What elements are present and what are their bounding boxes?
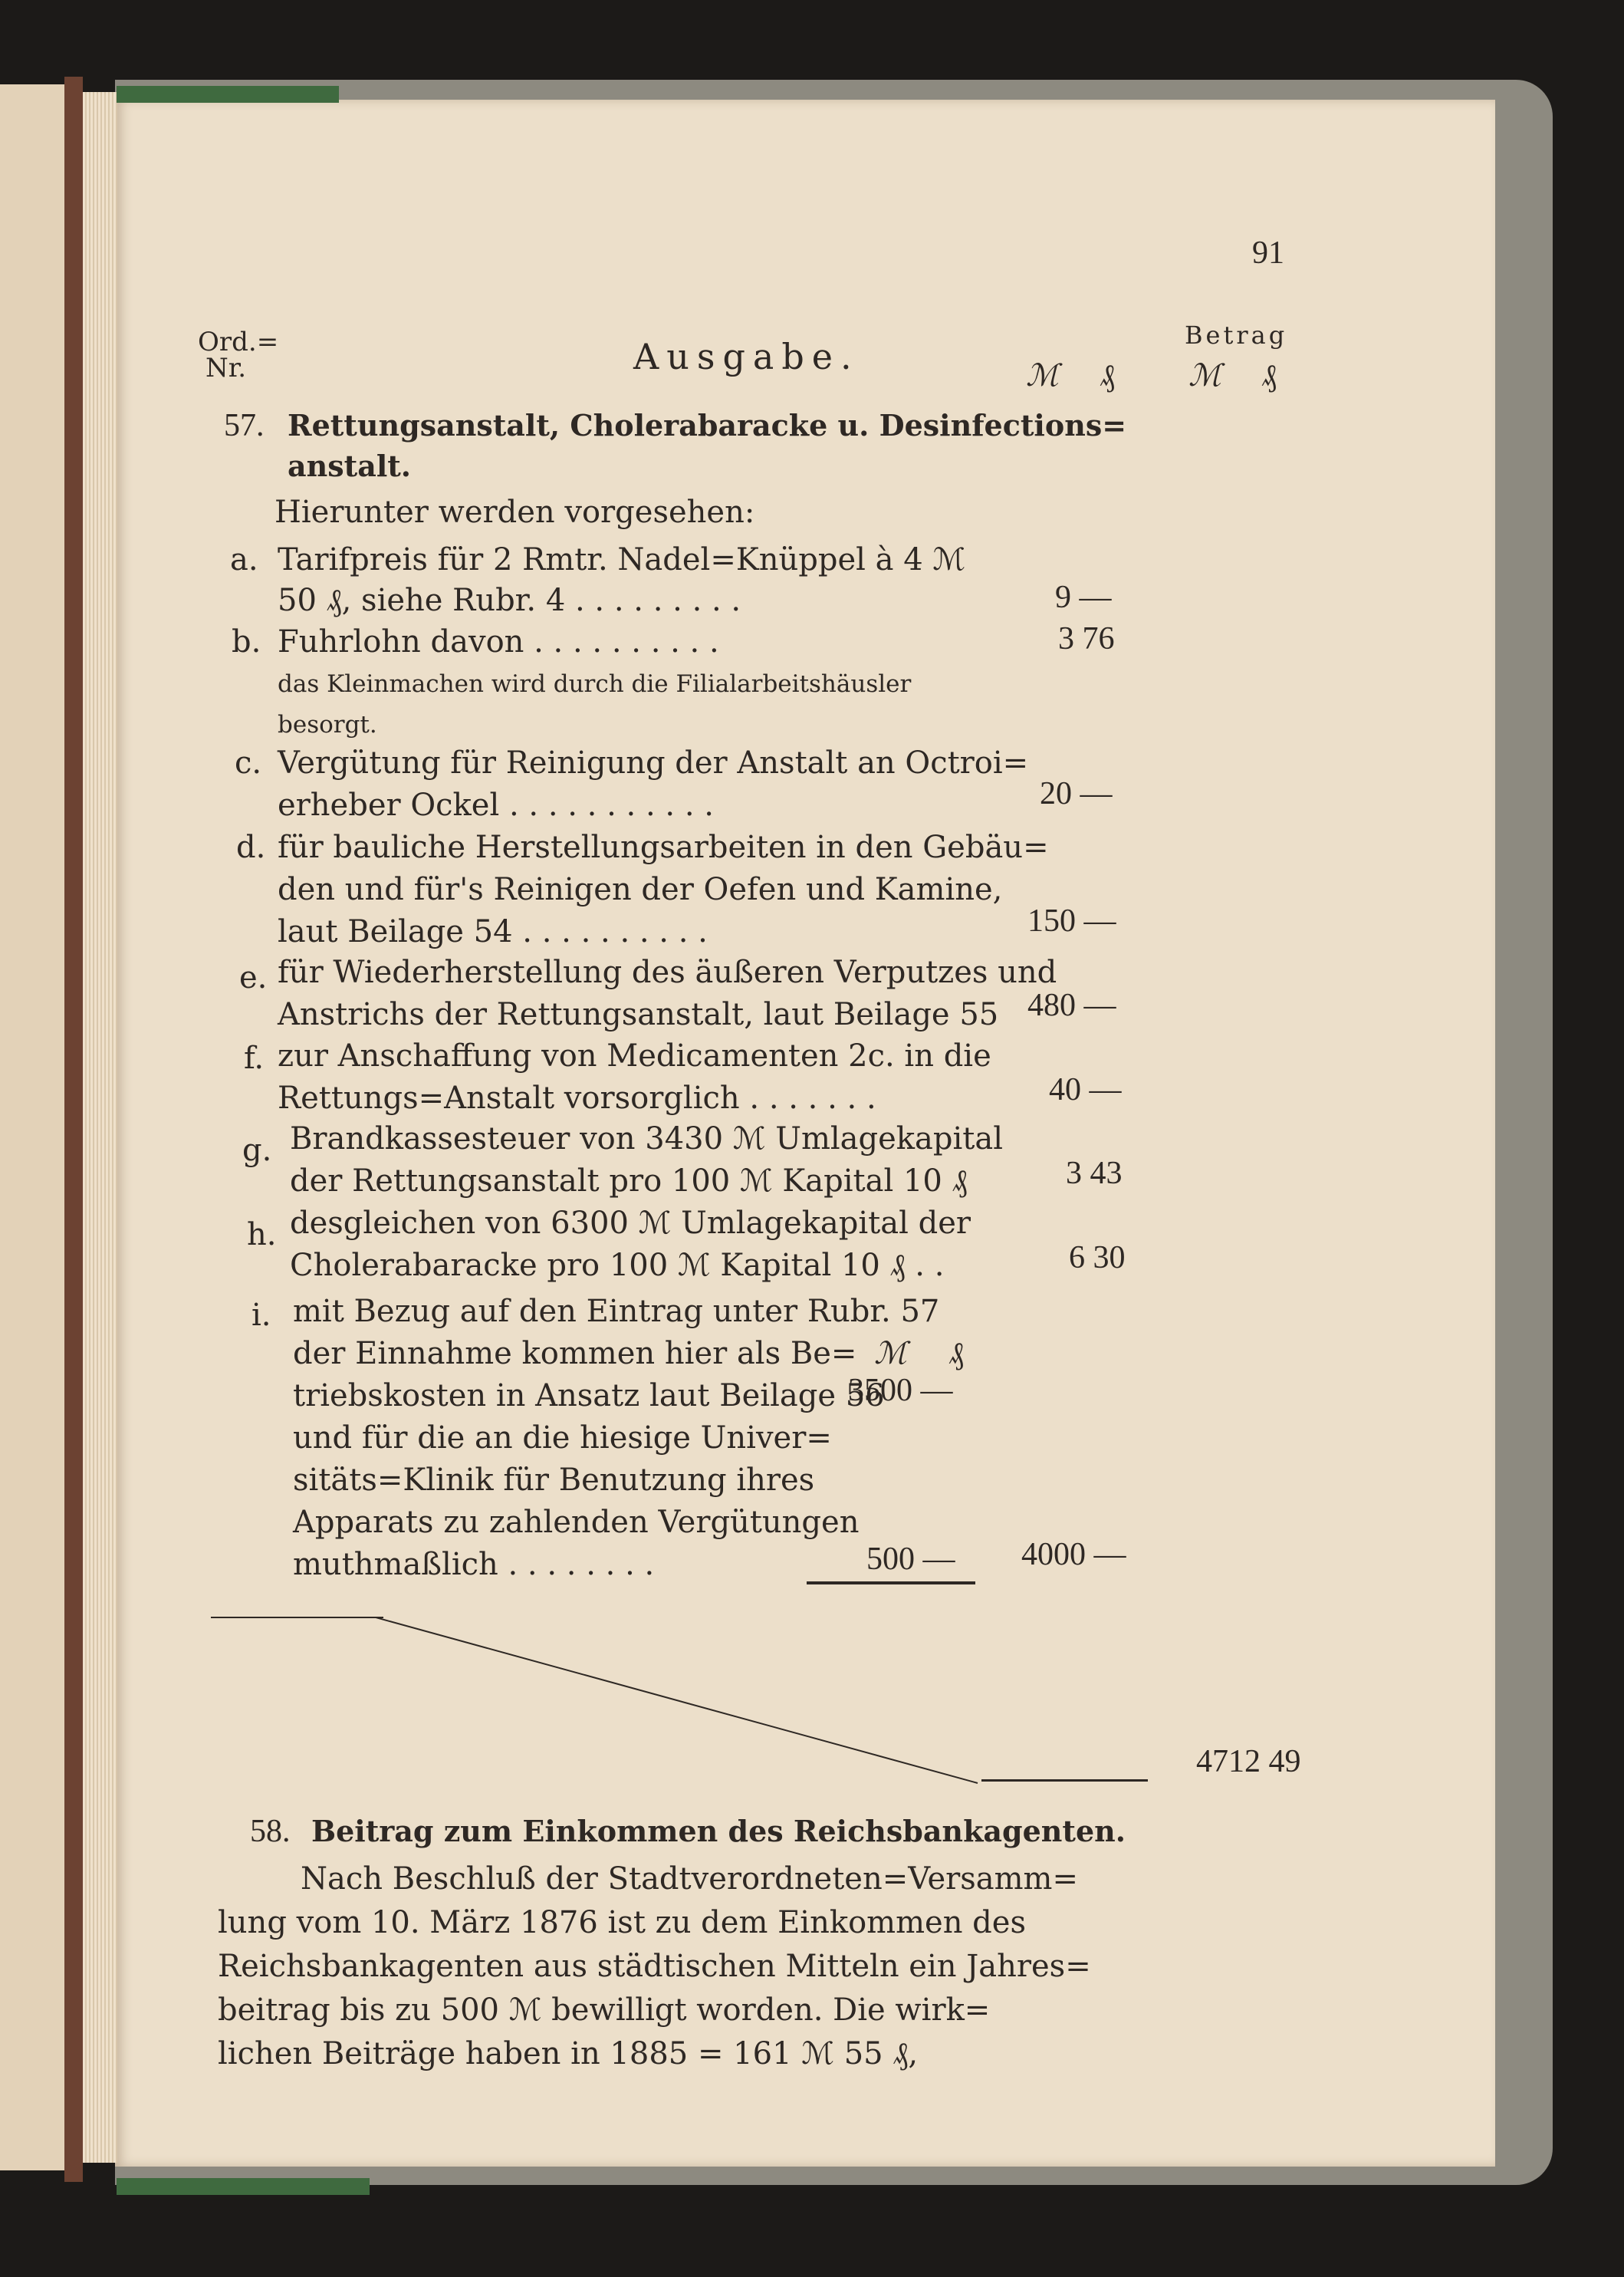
item-line: triebskosten in Ansatz laut Beilage 56 — [293, 1378, 885, 1413]
ord-label: Ord.= — [198, 327, 279, 357]
section-58-line: lung vom 10. März 1876 ist zu dem Einkommen des — [218, 1905, 1026, 1940]
section-58-line: Reichsbankagenten aus städtischen Mitteln ein Jahres= — [218, 1949, 1091, 1984]
section-58-line: beitrag bis zu 500 ℳ bewilligt worden. Die wirk= — [218, 1992, 991, 2028]
item-amount: 40 — — [1049, 1072, 1122, 1107]
item-letter: g. — [242, 1133, 272, 1168]
pf-header-2: ₰ — [1261, 358, 1277, 393]
item-amount: 20 — — [1040, 776, 1113, 811]
item-letter: a. — [230, 542, 258, 577]
item-amount: 6 30 — [1069, 1240, 1126, 1275]
item-amount: 150 — — [1027, 903, 1116, 939]
item-line: Brandkassesteuer von 3430 ℳ Umlagekapital — [290, 1121, 1003, 1157]
page-number: 91 — [1252, 235, 1284, 271]
item-letter: d. — [236, 830, 266, 865]
item-line: der Rettungsanstalt pro 100 ℳ Kapital 10 ₰ — [290, 1163, 968, 1199]
section-58-title: Beitrag zum Einkommen des Reichsbankagenten. — [311, 1814, 1126, 1848]
sub-pf-header: ₰ — [948, 1336, 964, 1371]
book-spine — [64, 77, 83, 2182]
item-amount: 3 76 — [1058, 621, 1115, 656]
item-letter: e. — [239, 960, 268, 995]
facing-page — [0, 84, 71, 2170]
item-line: Rettungs=Anstalt vorsorglich . . . . . . . — [278, 1081, 876, 1116]
column-title: Ausgabe. — [633, 336, 860, 377]
pf-header-1: ₰ — [1100, 358, 1115, 393]
item-line: Anstrichs der Rettungsanstalt, laut Beilage 55 — [278, 997, 999, 1032]
item-note: das Kleinmachen wird durch die Filialarbeitshäusler — [278, 670, 912, 698]
item-note: besorgt. — [278, 711, 377, 739]
section-57-total: 4712 49 — [1196, 1744, 1301, 1779]
total-rule — [981, 1779, 1148, 1782]
item-amount: 3 43 — [1066, 1156, 1123, 1191]
item-line: Tarifpreis für 2 Rmtr. Nadel=Knüppel à 4 ℳ — [278, 542, 966, 577]
item-letter: h. — [247, 1217, 277, 1252]
item-line: Apparats zu zahlenden Vergütungen — [293, 1505, 860, 1540]
subtotal-rule — [807, 1581, 975, 1584]
section-rule-diagonal — [376, 1611, 989, 1795]
section-58-line: lichen Beiträge haben in 1885 = 161 ℳ 55 ₰, — [218, 2036, 919, 2071]
item-line: desgleichen von 6300 ℳ Umlagekapital der — [290, 1206, 971, 1241]
item-amount: 480 — — [1027, 988, 1116, 1023]
section-57-number: 57. — [224, 408, 265, 443]
nr-label: Nr. — [205, 353, 247, 383]
item-line: mit Bezug auf den Eintrag unter Rubr. 57 — [293, 1294, 940, 1329]
sub-amount: 3500 — — [848, 1373, 953, 1408]
item-line: Vergütung für Reinigung der Anstalt an Octroi= — [278, 745, 1029, 781]
item-letter: b. — [232, 624, 261, 660]
item-line: erheber Ockel . . . . . . . . . . . — [278, 788, 714, 823]
section-rule — [211, 1617, 383, 1618]
item-letter: c. — [235, 745, 262, 781]
item-letter: i. — [251, 1298, 271, 1333]
item-amount: 9 — — [1055, 580, 1112, 615]
item-line: zur Anschaffung von Medicamenten 2c. in die — [278, 1038, 991, 1074]
sub-amount: 500 — — [866, 1542, 955, 1577]
headband-top — [117, 86, 339, 103]
section-58-line: Nach Beschluß der Stadtverordneten=Versamm= — [301, 1861, 1079, 1897]
item-letter: f. — [244, 1041, 265, 1076]
section-58-number: 58. — [250, 1814, 291, 1849]
item-line: der Einnahme kommen hier als Be= — [293, 1336, 857, 1371]
item-line: Cholerabaracke pro 100 ℳ Kapital 10 ₰ . . — [290, 1248, 945, 1283]
item-line: sitäts=Klinik für Benutzung ihres — [293, 1463, 815, 1498]
item-line: laut Beilage 54 . . . . . . . . . . — [278, 914, 708, 949]
item-line: muthmaßlich . . . . . . . . — [293, 1547, 655, 1582]
mark-header-1: ℳ — [1026, 358, 1059, 393]
item-line: 50 ₰, siehe Rubr. 4 . . . . . . . . . — [278, 583, 741, 618]
section-57-intro: Hierunter werden vorgesehen: — [275, 495, 755, 530]
item-line: für Wiederherstellung des äußeren Verputzes und — [278, 955, 1057, 990]
section-57-title-2: anstalt. — [288, 449, 412, 483]
headband-bottom — [117, 2178, 370, 2195]
item-line: und für die an die hiesige Univer= — [293, 1420, 832, 1456]
section-57-title-1: Rettungsanstalt, Cholerabaracke u. Desinfections= — [288, 408, 1127, 443]
item-amount: 4000 — — [1021, 1537, 1126, 1572]
item-line: Fuhrlohn davon . . . . . . . . . . — [278, 624, 719, 660]
betrag-label: Betrag — [1185, 321, 1288, 350]
sub-mark-header: ℳ — [874, 1336, 907, 1371]
item-line: für bauliche Herstellungsarbeiten in den Gebäu= — [278, 830, 1049, 865]
mark-header-2: ℳ — [1188, 358, 1221, 393]
page-edges — [83, 92, 117, 2163]
item-line: den und für's Reinigen der Oefen und Kamine, — [278, 872, 1003, 907]
